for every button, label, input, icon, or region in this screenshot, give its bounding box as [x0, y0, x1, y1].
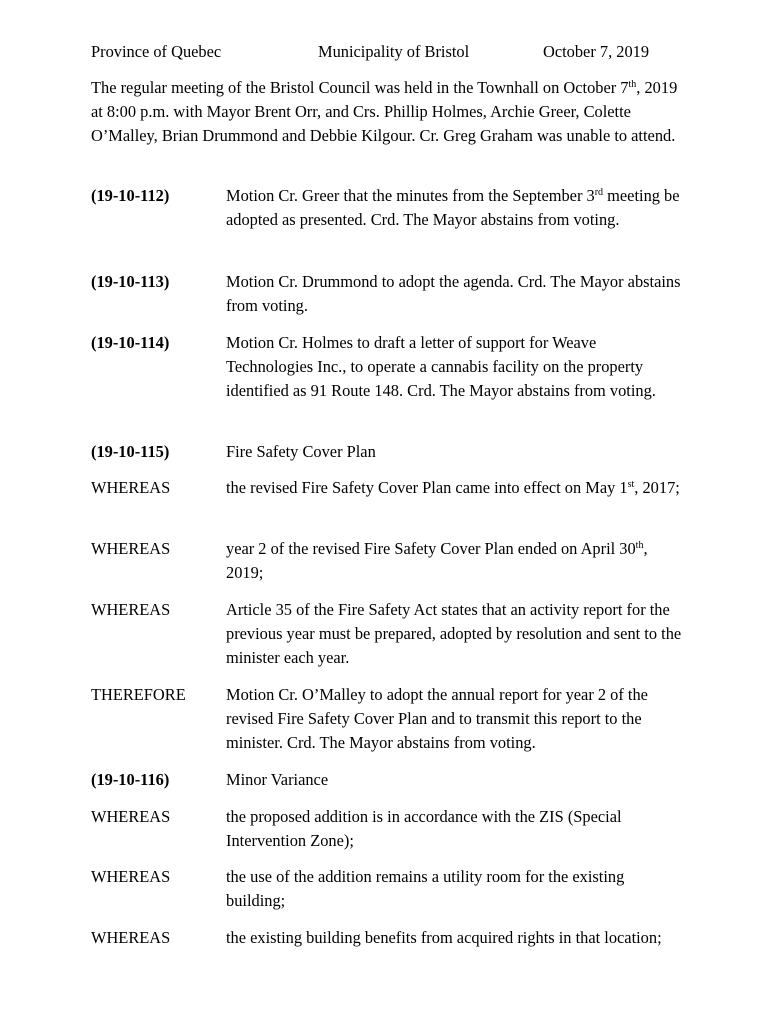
resolution-text — [226, 331, 686, 403]
clause-label: WHEREAS — [91, 807, 171, 826]
clause-label: WHEREAS — [91, 600, 171, 619]
clause-label: WHEREAS — [91, 867, 171, 886]
clause-text-part1: the revised Fire Safety Cover Plan came into effect on May 1 — [226, 478, 628, 497]
clause-text-part1: the use of the addition remains a utility room for the existing building; — [226, 867, 625, 910]
header-province: Province of Quebec — [91, 42, 222, 61]
resolution-title — [226, 440, 686, 464]
intro-superscript: th — [628, 79, 637, 90]
clause-label: WHEREAS — [91, 478, 171, 497]
resolution-text-part1: Motion Cr. Greer that the minutes from the September 3 — [226, 186, 595, 205]
intro-text-part1: The regular meeting of the Bristol Council was held in the Townhall on October 7 — [91, 78, 629, 97]
clause-label: WHEREAS — [91, 928, 171, 947]
resolution-text-part1: Fire Safety Cover Plan — [226, 442, 376, 461]
clause-text-part1: Motion Cr. O’Malley to adopt the annual report for year 2 of the revised Fire Safety Cover Plan and to transmit this report to the minister. Crd. The Mayor abstains from voting. — [226, 685, 648, 752]
clause-text — [226, 683, 686, 755]
intro-text-part2: , 2019 at 8:00 p.m. with Mayor Brent Orr, and Crs. Phillip Holmes, Archie Greer, Colette O’Malley, Brian Drummond and Debbie Kilgour. Cr. Greg Graham was unable to attend. — [91, 78, 678, 145]
resolution-number: (19-10-112) — [91, 186, 170, 205]
clause-text-part1: year 2 of the revised Fire Safety Cover Plan ended on April 30 — [226, 539, 636, 558]
resolution-text — [226, 184, 686, 232]
clause-label: THEREFORE — [91, 685, 186, 704]
clause-label: WHEREAS — [91, 539, 171, 558]
header-municipality: Municipality of Bristol — [318, 42, 470, 61]
resolution-text-part2: meeting be adopted as presented. Crd. The Mayor abstains from voting. — [226, 186, 680, 229]
document-header — [91, 40, 691, 64]
resolution-text — [226, 270, 686, 318]
resolution-title — [226, 768, 686, 792]
clause-text — [226, 476, 686, 500]
resolution-text-part1: Motion Cr. Holmes to draft a letter of support for Weave Technologies Inc., to operate a cannabis facility on the property identified as 91 Route 148. Crd. The Mayor abstains from voting. — [226, 333, 656, 400]
resolution-number: (19-10-113) — [91, 272, 170, 291]
clause-text-part2: , 2017; — [634, 478, 680, 497]
resolution-number: (19-10-114) — [91, 333, 170, 352]
clause-text — [226, 537, 686, 585]
resolution-number: (19-10-115) — [91, 442, 170, 461]
header-date: October 7, 2019 — [543, 42, 650, 61]
clause-text — [226, 598, 686, 670]
clause-text-part1: the existing building benefits from acquired rights in that location; — [226, 928, 662, 947]
resolution-text-part1: Minor Variance — [226, 770, 329, 789]
clause-text-part2: , 2019; — [226, 539, 648, 582]
clause-text — [226, 926, 686, 950]
resolution-number: (19-10-116) — [91, 770, 170, 789]
clause-superscript: st — [627, 479, 635, 490]
intro-paragraph — [91, 76, 691, 148]
resolution-superscript: rd — [594, 187, 604, 198]
clause-text-part1: Article 35 of the Fire Safety Act states that an activity report for the previous year must be prepared, adopted by resolution and sent to the minister each year. — [226, 600, 682, 667]
clause-text — [226, 805, 686, 853]
resolution-text-part1: Motion Cr. Drummond to adopt the agenda. Crd. The Mayor abstains from voting. — [226, 272, 681, 315]
clause-text — [226, 865, 686, 913]
clause-text-part1: the proposed addition is in accordance with the ZIS (Special Intervention Zone); — [226, 807, 622, 850]
clause-superscript: th — [635, 540, 644, 551]
